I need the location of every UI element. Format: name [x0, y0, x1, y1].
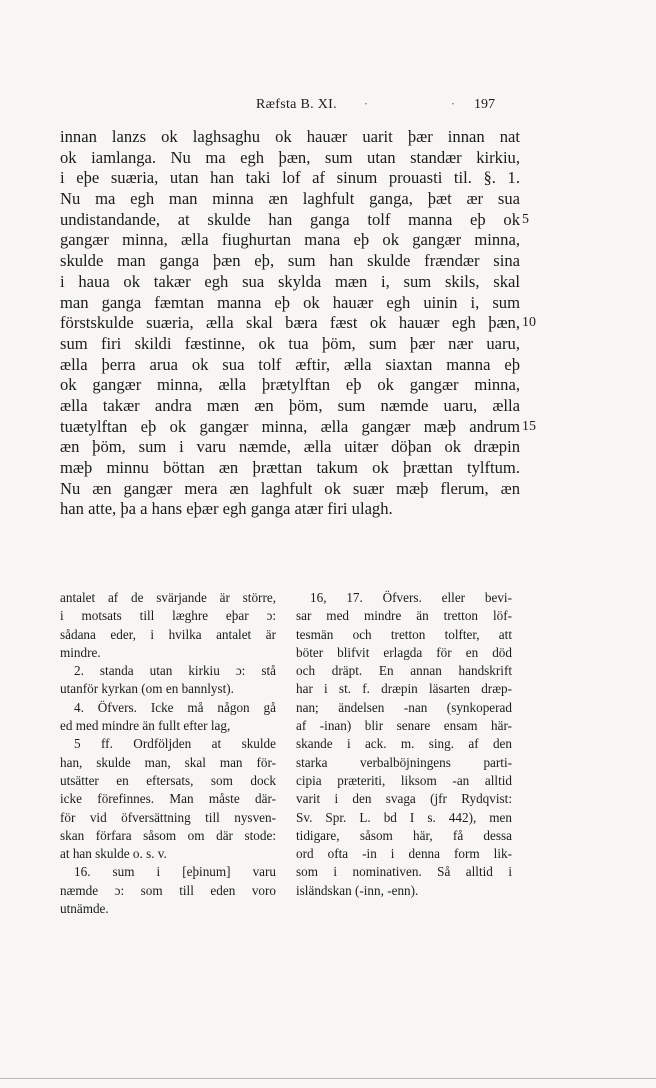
note-line: 4. Öfvers. Icke må någon gå: [74, 699, 276, 715]
text-line-content: i haua ok takær egh sua skylda mæn i, sum skils, skal: [60, 271, 520, 291]
text-line: [60, 127, 520, 148]
note-line: at han skulde o. s. v.: [60, 846, 167, 862]
text-line: [60, 168, 520, 189]
text-line: [60, 479, 520, 500]
text-line: [60, 230, 520, 251]
line-number: 5: [522, 211, 529, 227]
text-line: [60, 396, 520, 417]
page-number: 197: [474, 97, 495, 112]
text-line: [60, 189, 520, 210]
text-line-content: ælla takær andra mæn æn þöm, sum næmde uaru, ælla: [60, 395, 520, 415]
note-line: Sv. Spr. L. bd I s. 442), men: [296, 809, 512, 825]
text-line-content: skulde man ganga þæn eþ, sum han skulde frændær sina: [60, 251, 520, 271]
text-line-content: gangær minna, ælla fiughurtan mana eþ ok gangær minna,: [60, 230, 520, 250]
line-number: 10: [522, 315, 536, 331]
note-line: skan förfara såsom om där stode:: [60, 827, 276, 843]
text-line-content: ok gangær minna, ælla þrætylftan eþ ok gangær minna,: [60, 375, 520, 395]
text-line: [60, 251, 520, 272]
text-line: [60, 272, 520, 293]
text-line-content: tuætylftan eþ ok gangær minna, ælla gangær mæþ andrum: [60, 416, 520, 436]
footnotes-left-column: [60, 589, 276, 918]
note-line: varit i den svaga (jfr Rydqvist:: [296, 791, 512, 807]
text-line: [60, 355, 520, 376]
text-line-content: æn þöm, sum i varu næmde, ælla uitær döþan ok dræpin: [60, 437, 520, 457]
text-line: [60, 375, 520, 396]
note-line: 16. sum i [eþinum] varu: [74, 864, 276, 880]
text-line-content: i eþe suæria, utan han taki lof af sinum prouasti til. §. 1.: [60, 168, 520, 188]
text-line: [60, 148, 520, 169]
text-line-content: förstskulde suæria, ælla skal bæra fæst ok hauær egh þæn,: [60, 313, 520, 333]
note-line: ord ofta -in i denna form lik-: [296, 846, 512, 862]
text-line: [60, 458, 520, 479]
note-line: utanför kyrkan (om en bannlyst).: [60, 681, 234, 697]
text-line-content: undistandande, at skulde han ganga tolf manna eþ ok: [60, 209, 520, 229]
text-line: [60, 313, 536, 334]
speck-mark: ·: [364, 97, 368, 111]
note-line: 5 ff. Ordföljden at skulde: [74, 736, 276, 752]
note-line: af -inan) blir senare ensam här-: [296, 718, 512, 734]
text-line-content: Nu ma egh man minna æn laghfult ganga, þæt ær sua: [60, 189, 520, 209]
note-line: ed med mindre än fullt efter lag,: [60, 718, 231, 734]
text-line: [60, 416, 536, 438]
note-line: tidigare, såsom här, få dessa: [296, 827, 512, 843]
note-line: mindre.: [60, 644, 101, 660]
text-line-content: han atte, þa a hans eþær egh ganga atær firi ulagh.: [60, 499, 393, 519]
note-line: utnämde.: [60, 901, 109, 917]
note-line: i motsats till læghre eþar ɔ:: [60, 608, 276, 624]
text-line-content: ælla þerra arua ok sua tolf æftir, ælla siaxtan manna eþ: [60, 354, 520, 374]
text-line-content: innan lanzs ok laghsaghu ok hauær uarit þær innan nat: [60, 127, 520, 146]
note-line: nan; ändelsen -nan (synkoperad: [296, 699, 512, 715]
text-line-content: man ganga fæmtan manna eþ ok hauær egh uinin i, sum: [60, 292, 520, 312]
note-line: 16, 17. Öfvers. eller bevi-: [310, 590, 512, 605]
note-line: 2. standa utan kirkiu ɔ: stå: [74, 663, 276, 679]
note-line: tesmän och tretton tolfter, att: [296, 626, 512, 642]
note-line: för vid öfversättning till nysven-: [60, 809, 276, 825]
speck-mark: ·: [451, 97, 455, 111]
running-head: Ræfsta B. XI.: [256, 97, 337, 112]
note-line: næmde ɔ: som till eden voro: [60, 882, 276, 898]
note-line: antalet af de svärjande är större,: [60, 590, 276, 605]
text-line: [60, 209, 529, 231]
note-line: icke förefinnes. Man måste där-: [60, 791, 276, 807]
text-line: [60, 499, 520, 520]
line-number: 15: [522, 418, 536, 434]
note-line: starka verbalböjningens parti-: [296, 754, 512, 770]
note-line: cipia præteriti, liksom -an alltid: [296, 772, 512, 788]
note-line: och dräpt. En annan handskrift: [296, 663, 512, 679]
note-line: har i st. f. dræpin läsarten dræp-: [296, 681, 512, 697]
note-line: böter blifvit erlagda för en död: [296, 644, 512, 660]
note-line: sar med mindre än tretton löf-: [296, 608, 512, 624]
text-line: [60, 293, 520, 314]
note-line: utsätter en eftersats, som dock: [60, 772, 276, 788]
text-line: [60, 437, 520, 458]
note-line: sådana eder, i hvilka antalet är: [60, 626, 276, 642]
text-line: [60, 334, 520, 355]
note-line: som i nominativen. Så alltid i: [296, 864, 512, 880]
main-text-block: [60, 127, 536, 520]
bottom-edge-line: [0, 1078, 656, 1079]
text-line-content: mæþ minnu böttan æn þrættan takum ok þrættan tylftum.: [60, 458, 520, 477]
text-line-content: sum firi skildi fæstinne, ok tua þöm, sum þær nær uaru,: [60, 333, 520, 353]
footnotes-right-column: [296, 589, 512, 900]
page-header: [0, 97, 656, 117]
note-line: skande i ack. m. sing. af den: [296, 736, 512, 752]
text-line-content: Nu æn gangær mera æn laghfult ok suær mæþ flerum, æn: [60, 478, 520, 498]
note-line: isländskan (-inn, -enn).: [296, 882, 419, 898]
note-line: han, skulde man, skal man för-: [60, 754, 276, 770]
text-line-content: ok iamlanga. Nu ma egh þæn, sum utan standær kirkiu,: [60, 147, 520, 167]
